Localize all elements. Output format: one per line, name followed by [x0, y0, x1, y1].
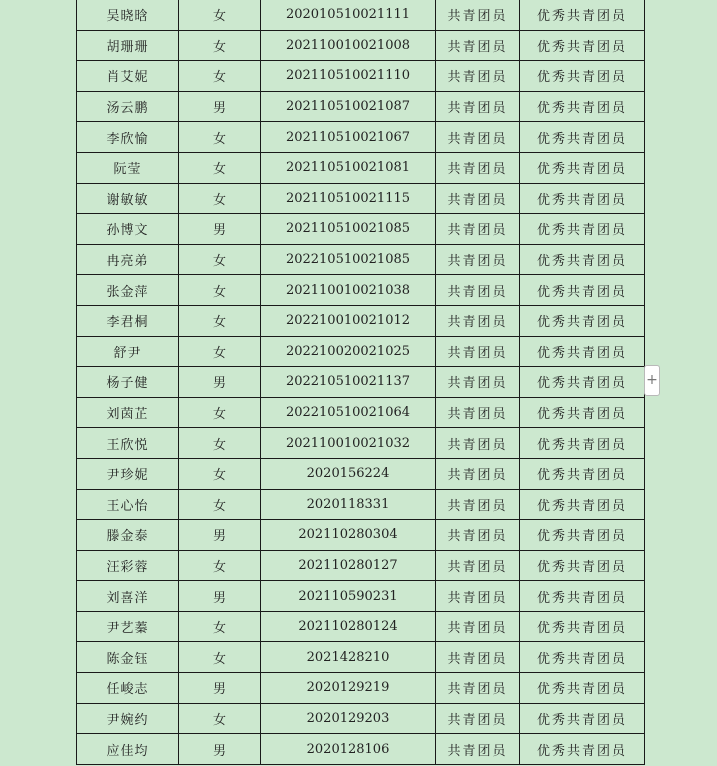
category-cell[interactable]: 共青团员: [436, 611, 520, 642]
student-id-cell[interactable]: 202210510021137: [261, 367, 436, 398]
category-cell[interactable]: 共青团员: [436, 489, 520, 520]
award-cell[interactable]: 优秀共青团员: [520, 30, 645, 61]
award-cell[interactable]: 优秀共青团员: [520, 214, 645, 245]
name-cell[interactable]: 滕金泰: [77, 520, 179, 551]
award-cell[interactable]: 优秀共青团员: [520, 122, 645, 153]
gender-cell[interactable]: 女: [179, 703, 261, 734]
award-cell[interactable]: 优秀共青团员: [520, 734, 645, 765]
name-cell[interactable]: 舒尹: [77, 336, 179, 367]
student-id-cell[interactable]: 2020129203: [261, 703, 436, 734]
award-cell[interactable]: 优秀共青团员: [520, 642, 645, 673]
award-cell[interactable]: 优秀共青团员: [520, 397, 645, 428]
category-cell[interactable]: 共青团员: [436, 367, 520, 398]
name-cell[interactable]: 刘茵芷: [77, 397, 179, 428]
category-cell[interactable]: 共青团员: [436, 550, 520, 581]
gender-cell[interactable]: 女: [179, 305, 261, 336]
category-cell[interactable]: 共青团员: [436, 61, 520, 92]
gender-cell[interactable]: 女: [179, 122, 261, 153]
gender-cell[interactable]: 女: [179, 428, 261, 459]
student-id-cell[interactable]: 202110280124: [261, 611, 436, 642]
name-cell[interactable]: 陈金钰: [77, 642, 179, 673]
gender-cell[interactable]: 男: [179, 581, 261, 612]
student-id-cell[interactable]: 202110010021008: [261, 30, 436, 61]
table-body: [77, 0, 645, 764]
category-cell[interactable]: 共青团员: [436, 428, 520, 459]
gender-cell[interactable]: 女: [179, 489, 261, 520]
gender-cell[interactable]: 女: [179, 550, 261, 581]
table-row: [77, 30, 645, 61]
name-cell[interactable]: 应佳均: [77, 734, 179, 765]
name-cell[interactable]: 汤云鹏: [77, 91, 179, 122]
award-cell[interactable]: 优秀共青团员: [520, 489, 645, 520]
gender-cell[interactable]: 女: [179, 397, 261, 428]
table-row: [77, 458, 645, 489]
student-id-cell[interactable]: 202110280304: [261, 520, 436, 551]
award-cell[interactable]: 优秀共青团员: [520, 428, 645, 459]
award-cell[interactable]: 优秀共青团员: [520, 581, 645, 612]
category-cell[interactable]: 共青团员: [436, 642, 520, 673]
award-cell[interactable]: 优秀共青团员: [520, 673, 645, 704]
category-cell[interactable]: 共青团员: [436, 734, 520, 765]
category-cell[interactable]: 共青团员: [436, 91, 520, 122]
category-cell[interactable]: 共青团员: [436, 122, 520, 153]
award-cell[interactable]: 优秀共青团员: [520, 91, 645, 122]
award-cell[interactable]: 优秀共青团员: [520, 152, 645, 183]
student-id-cell[interactable]: 202110510021067: [261, 122, 436, 153]
document-page: [76, 0, 643, 765]
gender-cell[interactable]: 女: [179, 275, 261, 306]
name-cell[interactable]: 张金萍: [77, 275, 179, 306]
category-cell[interactable]: 共青团员: [436, 244, 520, 275]
category-cell[interactable]: 共青团员: [436, 336, 520, 367]
award-cell[interactable]: 优秀共青团员: [520, 520, 645, 551]
name-cell[interactable]: 汪彩蓉: [77, 550, 179, 581]
award-cell[interactable]: 优秀共青团员: [520, 0, 645, 30]
gender-cell[interactable]: 男: [179, 214, 261, 245]
category-cell[interactable]: 共青团员: [436, 458, 520, 489]
name-cell[interactable]: 李君桐: [77, 305, 179, 336]
award-cell[interactable]: 优秀共青团员: [520, 275, 645, 306]
student-id-cell[interactable]: 202110510021087: [261, 91, 436, 122]
award-cell[interactable]: 优秀共青团员: [520, 336, 645, 367]
category-cell[interactable]: 共青团员: [436, 703, 520, 734]
award-cell[interactable]: 优秀共青团员: [520, 458, 645, 489]
name-cell[interactable]: 孙博文: [77, 214, 179, 245]
student-id-cell[interactable]: 202110510021081: [261, 152, 436, 183]
name-cell[interactable]: 胡珊珊: [77, 30, 179, 61]
gender-cell[interactable]: 女: [179, 611, 261, 642]
gender-cell[interactable]: 男: [179, 91, 261, 122]
award-cell[interactable]: 优秀共青团员: [520, 61, 645, 92]
student-id-cell[interactable]: 202210510021064: [261, 397, 436, 428]
name-cell[interactable]: 谢敏敏: [77, 183, 179, 214]
table-row: [77, 122, 645, 153]
gender-cell[interactable]: 女: [179, 0, 261, 30]
gender-cell[interactable]: 女: [179, 61, 261, 92]
table-row: [77, 520, 645, 551]
student-id-cell[interactable]: 202110010021032: [261, 428, 436, 459]
award-cell[interactable]: 优秀共青团员: [520, 183, 645, 214]
table-row: [77, 397, 645, 428]
name-cell[interactable]: 任峻志: [77, 673, 179, 704]
category-cell[interactable]: 共青团员: [436, 152, 520, 183]
student-id-cell[interactable]: 202210020021025: [261, 336, 436, 367]
gender-cell[interactable]: 男: [179, 367, 261, 398]
table-row: [77, 214, 645, 245]
table-row: [77, 642, 645, 673]
category-cell[interactable]: 共青团员: [436, 673, 520, 704]
table-row: [77, 550, 645, 581]
student-id-cell[interactable]: 202010510021111: [261, 0, 436, 30]
table-row: [77, 673, 645, 704]
gender-cell[interactable]: 女: [179, 152, 261, 183]
table-row: [77, 275, 645, 306]
category-cell[interactable]: 共青团员: [436, 275, 520, 306]
table-row: [77, 336, 645, 367]
name-cell[interactable]: 尹艺蓁: [77, 611, 179, 642]
table-row: [77, 91, 645, 122]
category-cell[interactable]: 共青团员: [436, 520, 520, 551]
gender-cell[interactable]: 女: [179, 642, 261, 673]
category-cell[interactable]: 共青团员: [436, 305, 520, 336]
category-cell[interactable]: 共青团员: [436, 581, 520, 612]
student-id-cell[interactable]: 202110510021085: [261, 214, 436, 245]
table-row: [77, 244, 645, 275]
gender-cell[interactable]: 女: [179, 30, 261, 61]
student-id-cell[interactable]: 202110010021038: [261, 275, 436, 306]
gender-cell[interactable]: 男: [179, 673, 261, 704]
student-id-cell[interactable]: 2021428210: [261, 642, 436, 673]
table-row: [77, 611, 645, 642]
student-id-cell[interactable]: 2020156224: [261, 458, 436, 489]
table-row: [77, 152, 645, 183]
award-cell[interactable]: 优秀共青团员: [520, 367, 645, 398]
category-cell[interactable]: 共青团员: [436, 397, 520, 428]
name-cell[interactable]: 王欣悦: [77, 428, 179, 459]
award-cell[interactable]: 优秀共青团员: [520, 305, 645, 336]
table-row: [77, 428, 645, 459]
gender-cell[interactable]: 男: [179, 734, 261, 765]
honor-roll-table: [76, 0, 645, 765]
student-id-cell[interactable]: 2020128106: [261, 734, 436, 765]
student-id-cell[interactable]: 202210510021085: [261, 244, 436, 275]
award-cell[interactable]: 优秀共青团员: [520, 611, 645, 642]
category-cell[interactable]: 共青团员: [436, 183, 520, 214]
name-cell[interactable]: 刘喜洋: [77, 581, 179, 612]
add-row-button[interactable]: [644, 365, 660, 396]
name-cell[interactable]: 冉亮弟: [77, 244, 179, 275]
award-cell[interactable]: 优秀共青团员: [520, 550, 645, 581]
award-cell[interactable]: 优秀共青团员: [520, 703, 645, 734]
table-row: [77, 61, 645, 92]
plus-icon: +: [646, 372, 658, 388]
student-id-cell[interactable]: 2020118331: [261, 489, 436, 520]
student-id-cell[interactable]: 202110510021110: [261, 61, 436, 92]
table-row: [77, 183, 645, 214]
category-cell[interactable]: 共青团员: [436, 0, 520, 30]
gender-cell[interactable]: 女: [179, 458, 261, 489]
name-cell[interactable]: 阮莹: [77, 152, 179, 183]
table-row: [77, 489, 645, 520]
student-id-cell[interactable]: 202110280127: [261, 550, 436, 581]
name-cell[interactable]: 李欣愉: [77, 122, 179, 153]
table-row: [77, 581, 645, 612]
gender-cell[interactable]: 女: [179, 244, 261, 275]
category-cell[interactable]: 共青团员: [436, 30, 520, 61]
student-id-cell[interactable]: 202210010021012: [261, 305, 436, 336]
table-row: [77, 0, 645, 30]
student-id-cell[interactable]: 2020129219: [261, 673, 436, 704]
name-cell[interactable]: 王心怡: [77, 489, 179, 520]
award-cell[interactable]: 优秀共青团员: [520, 244, 645, 275]
gender-cell[interactable]: 男: [179, 520, 261, 551]
table-row: [77, 305, 645, 336]
table-row: [77, 367, 645, 398]
gender-cell[interactable]: 女: [179, 336, 261, 367]
student-id-cell[interactable]: 202110590231: [261, 581, 436, 612]
name-cell[interactable]: 杨子健: [77, 367, 179, 398]
student-id-cell[interactable]: 202110510021115: [261, 183, 436, 214]
name-cell[interactable]: 尹婉约: [77, 703, 179, 734]
name-cell[interactable]: 吴晓晗: [77, 0, 179, 30]
gender-cell[interactable]: 女: [179, 183, 261, 214]
table-row: [77, 703, 645, 734]
name-cell[interactable]: 肖艾妮: [77, 61, 179, 92]
name-cell[interactable]: 尹珍妮: [77, 458, 179, 489]
category-cell[interactable]: 共青团员: [436, 214, 520, 245]
table-row: [77, 734, 645, 765]
